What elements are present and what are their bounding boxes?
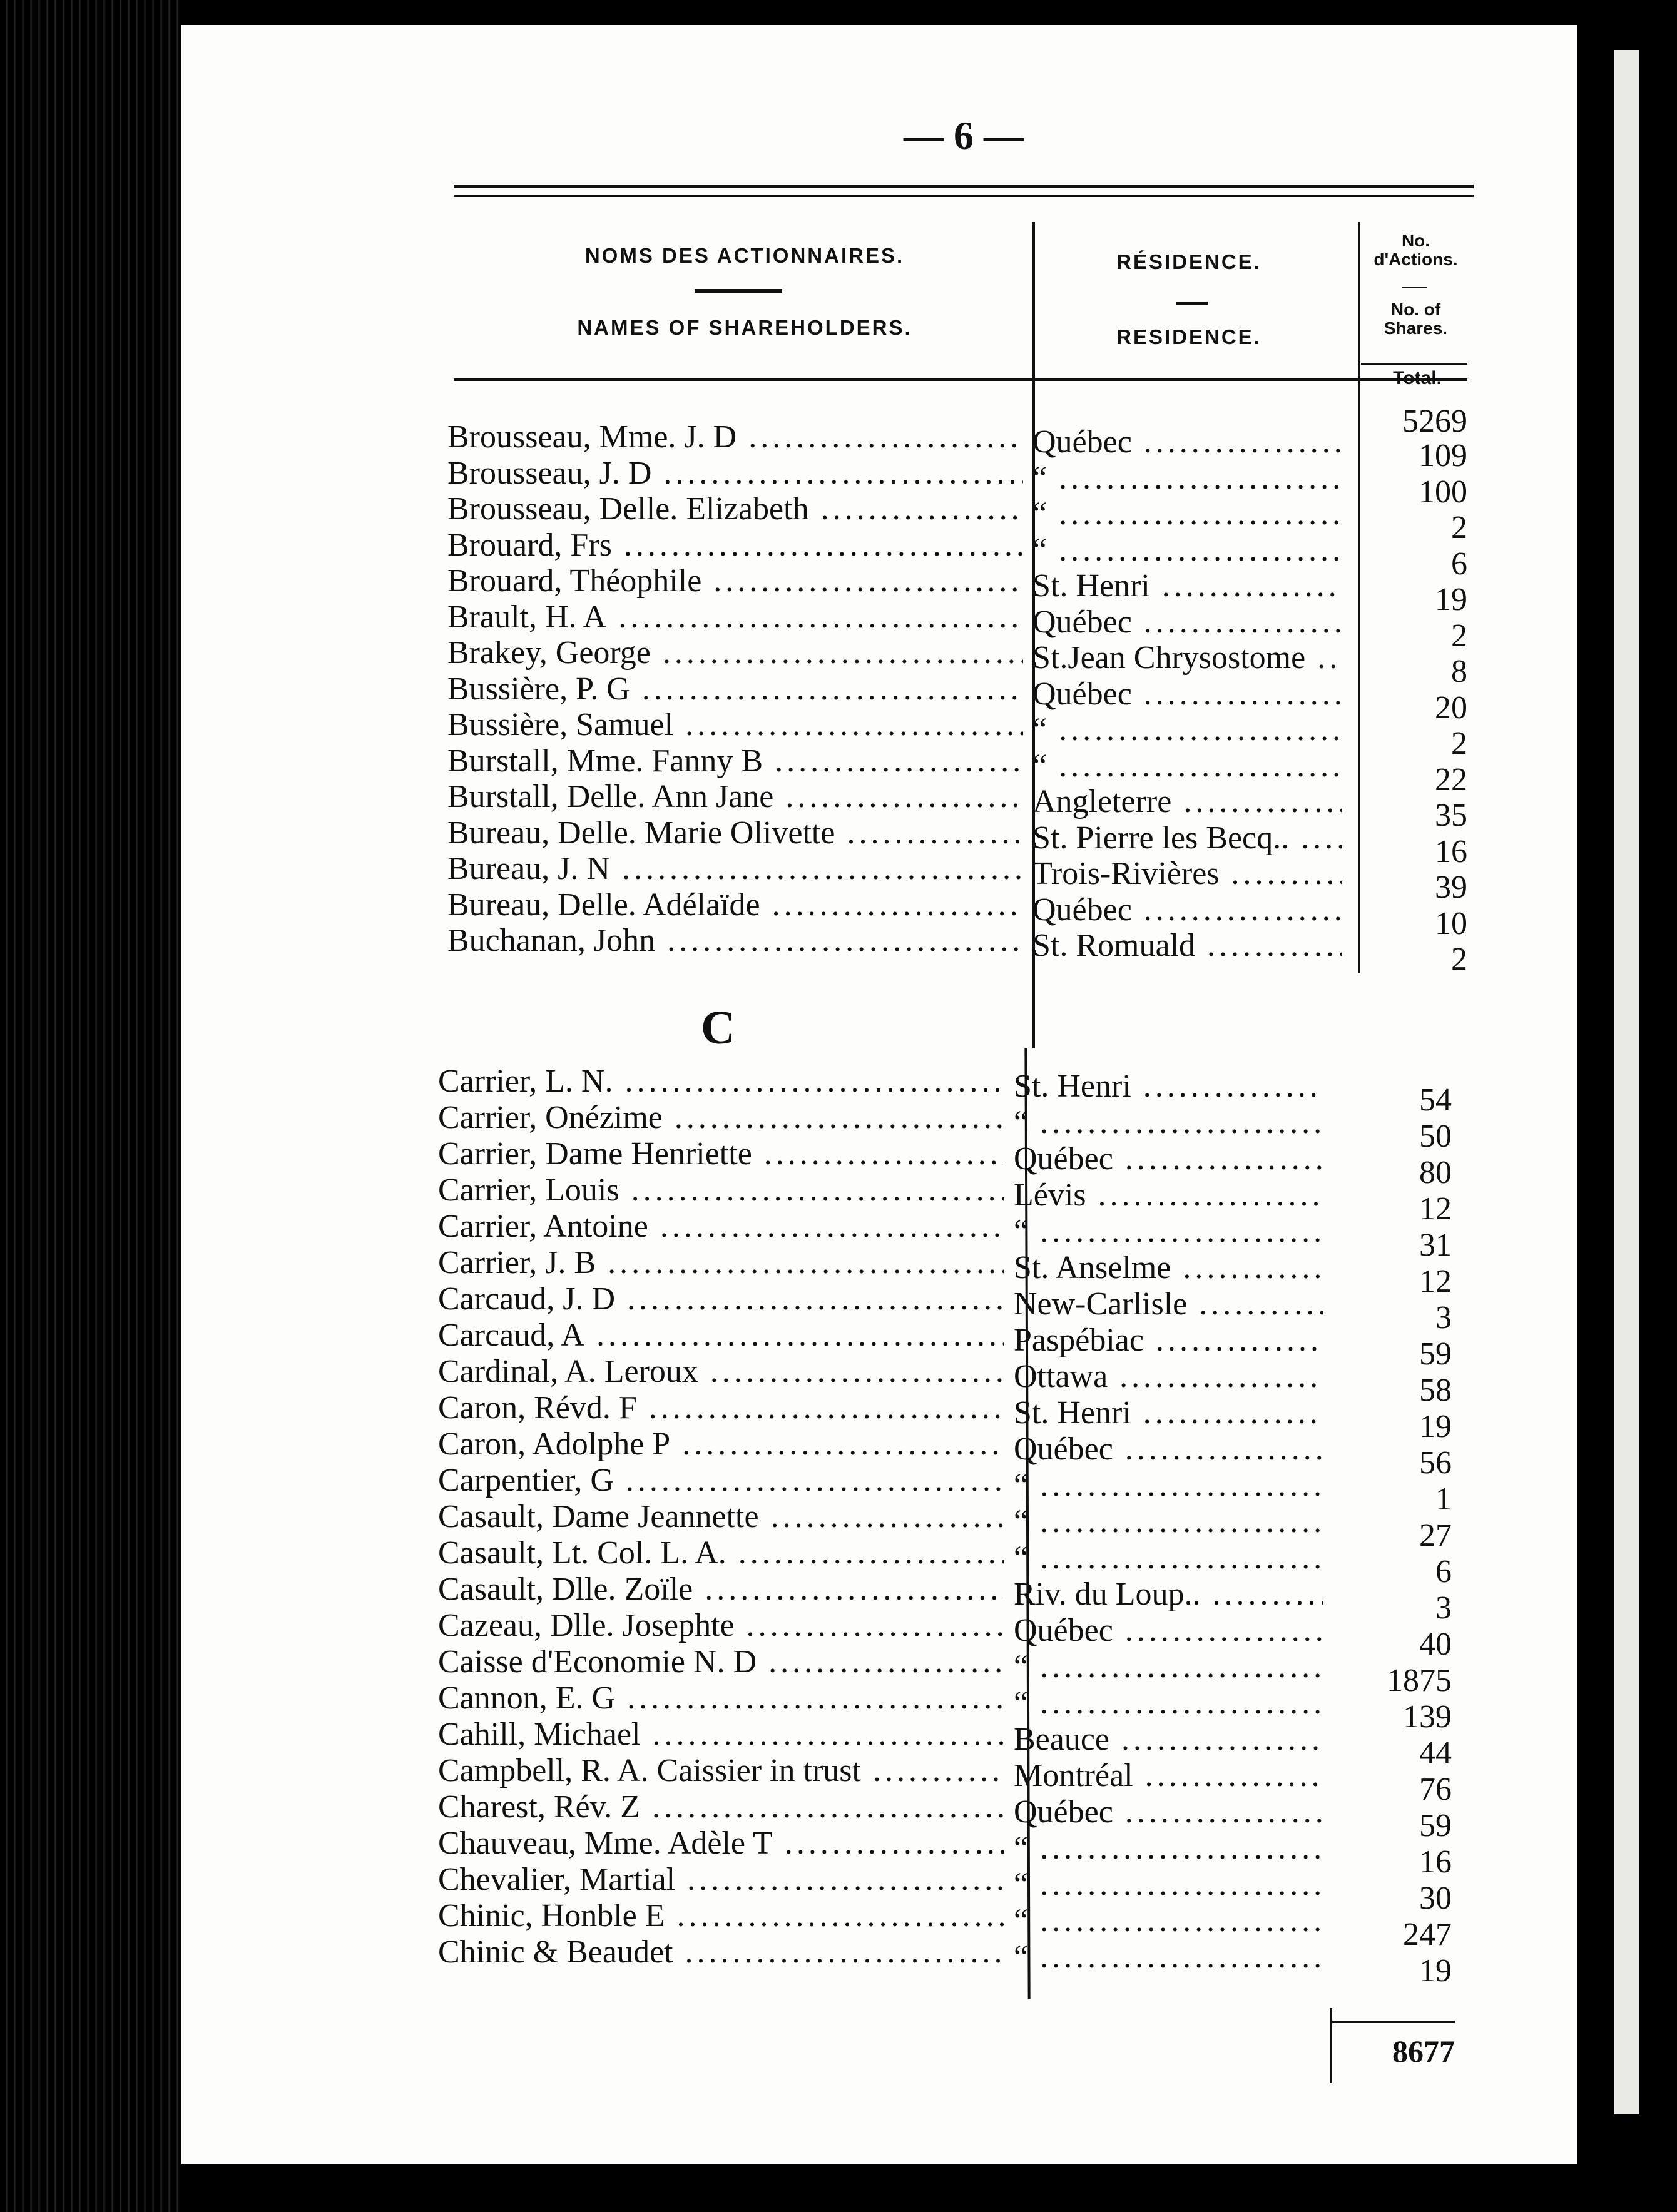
shareholder-name: Carrier, Onézime ..... (438, 1100, 1004, 1136)
shareholder-share-count: 59 (1419, 1336, 1452, 1372)
shareholder-name: Buchanan, John ..... (447, 923, 1023, 959)
column-header-names-en: NAMES OF SHAREHOLDERS. (577, 316, 912, 339)
shareholder-name: Burstall, Delle. Ann Jane ..... (447, 779, 1023, 815)
shareholder-share-count: 16 (1419, 1844, 1452, 1880)
column-header-names-fr: NOMS DES ACTIONNAIRES. (584, 244, 905, 267)
shareholder-residence: “ ..... (1014, 1649, 1323, 1685)
shareholder-share-count: 2 (1451, 726, 1467, 761)
shareholder-name: Campbell, R. A. Caissier in trust ..... (438, 1753, 1004, 1789)
shareholder-residence: Riv. du Loup.. ..... (1014, 1576, 1323, 1613)
shareholder-residence: “ ..... (1014, 1867, 1323, 1903)
shareholder-residence: “ ..... (1014, 1830, 1323, 1867)
shareholder-name: Cannon, E. G ..... (438, 1680, 1004, 1717)
shareholder-name: Caron, Adolphe P ..... (438, 1426, 1004, 1463)
page-number: — 6 — (904, 113, 1024, 158)
shareholder-name: Bussière, Samuel ..... (447, 707, 1023, 743)
shareholder-residence: “ ..... (1014, 1105, 1323, 1141)
shareholder-name: Carrier, L. N. ..... (438, 1063, 1004, 1100)
shareholder-name: Bureau, Delle. Adélaïde ..... (447, 887, 1023, 923)
shareholder-share-count: 27 (1419, 1518, 1452, 1553)
shareholder-name: Brousseau, Mme. J. D ..... (447, 419, 1023, 455)
shareholder-name: Carpentier, G ..... (438, 1463, 1004, 1499)
brought-forward-total: 5269 (1402, 403, 1467, 439)
shareholder-residence: “ ..... (1014, 1504, 1323, 1540)
shareholder-residence: Québec ..... (1014, 1141, 1323, 1177)
shareholder-share-count: 80 (1419, 1155, 1452, 1190)
shareholder-residence: St. Pierre les Becq.. ..... (1032, 820, 1342, 856)
shareholder-name: Bureau, Delle. Marie Olivette ..... (447, 815, 1023, 851)
shareholder-share-count: 3 (1435, 1590, 1452, 1626)
shareholder-name: Carrier, Antoine ..... (438, 1209, 1004, 1245)
shareholder-name: Cazeau, Dlle. Josephte ..... (438, 1608, 1004, 1644)
shareholder-name: Charest, Rév. Z ..... (438, 1789, 1004, 1825)
shareholder-share-count: 40 (1419, 1626, 1452, 1662)
shareholder-share-count: 30 (1419, 1880, 1452, 1916)
shareholder-name: Brousseau, Delle. Elizabeth ..... (447, 491, 1023, 527)
shareholder-share-count: 6 (1435, 1554, 1452, 1590)
column-header-residence-fr: RÉSIDENCE. (1116, 250, 1262, 273)
shareholder-share-count: 2 (1451, 941, 1467, 977)
shareholder-share-count: 8 (1451, 654, 1467, 689)
shareholder-share-count: 76 (1419, 1772, 1452, 1807)
column-header-no-shares: No. of Shares. (1384, 300, 1448, 338)
shareholder-residence: “ ..... (1014, 1468, 1323, 1504)
shareholder-share-count: 12 (1419, 1191, 1452, 1227)
shareholder-name: Brouard, Frs ..... (447, 527, 1023, 564)
book-right-edge (1577, 0, 1677, 2212)
shareholder-share-count: 2 (1451, 617, 1467, 654)
shareholder-residence: Québec ..... (1032, 892, 1342, 928)
shareholder-name: Carrier, J. B ..... (438, 1245, 1004, 1281)
shareholder-residence: Québec ..... (1032, 424, 1342, 460)
shareholder-name: Cahill, Michael ..... (438, 1717, 1004, 1753)
shareholder-name: Casault, Dame Jeannette ..... (438, 1499, 1004, 1535)
shareholder-residence: “ ..... (1014, 1685, 1323, 1722)
shareholder-name: Chinic & Beaudet ..... (438, 1934, 1004, 1971)
shareholder-share-count: 31 (1419, 1227, 1452, 1263)
column-header-no-actions: No. d'Actions. (1374, 231, 1458, 269)
shareholder-residence: Ottawa ..... (1014, 1359, 1323, 1395)
shareholder-residence: St. Henri ..... (1032, 568, 1342, 604)
shareholder-residence: “ ..... (1032, 712, 1342, 748)
shareholder-share-count: 54 (1419, 1082, 1452, 1118)
shareholder-share-count: 139 (1403, 1699, 1452, 1735)
shareholder-residence: “ ..... (1032, 748, 1342, 784)
shareholder-name: Burstall, Mme. Fanny B ..... (447, 743, 1023, 779)
header-bottom-rule (454, 378, 1467, 381)
shareholder-share-count: 19 (1419, 1409, 1452, 1444)
shareholder-name: Brousseau, J. D ..... (447, 455, 1023, 492)
shareholder-share-count: 58 (1419, 1372, 1452, 1408)
shareholder-share-count: 19 (1435, 582, 1467, 617)
grand-total-rule (1330, 2021, 1455, 2023)
shareholder-name: Cardinal, A. Leroux ..... (438, 1354, 1004, 1390)
shareholder-share-count: 35 (1435, 798, 1467, 833)
shareholder-residence: “ ..... (1014, 1540, 1323, 1576)
shareholder-residence: St. Henri ..... (1014, 1068, 1323, 1105)
shareholder-residence: St. Anselme ..... (1014, 1250, 1323, 1286)
shareholder-residence: “ ..... (1032, 460, 1342, 497)
shareholder-residence: “ ..... (1032, 496, 1342, 532)
shareholder-share-count: 12 (1419, 1264, 1452, 1299)
shareholder-residence: St. Henri ..... (1014, 1395, 1323, 1431)
grand-total: 8677 (1392, 2034, 1455, 2069)
shareholder-name: Carrier, Louis ..... (438, 1172, 1004, 1209)
shareholder-residence: St. Romuald ..... (1032, 928, 1342, 964)
header-dash (1176, 302, 1208, 305)
shareholder-name: Caron, Révd. F ..... (438, 1390, 1004, 1426)
shareholder-share-count: 109 (1419, 438, 1467, 474)
shareholder-share-count: 6 (1451, 545, 1467, 582)
header-rule-thick (454, 185, 1474, 188)
shareholder-name: Chevalier, Martial ..... (438, 1862, 1004, 1898)
shareholder-residence: New-Carlisle ..... (1014, 1286, 1323, 1322)
shareholder-share-count: 3 (1435, 1300, 1452, 1336)
shareholder-share-count: 59 (1419, 1808, 1452, 1844)
shareholder-residence: Beauce ..... (1014, 1722, 1323, 1758)
shareholder-residence: Angleterre ..... (1032, 784, 1342, 820)
shareholder-residence: St.Jean Chrysostome ..... (1032, 640, 1342, 676)
shareholder-name: Chauveau, Mme. Adèle T ..... (438, 1825, 1004, 1862)
shareholder-residence: Québec ..... (1032, 676, 1342, 713)
shareholder-share-count: 50 (1419, 1119, 1452, 1154)
shareholder-name: Brakey, George ..... (447, 635, 1023, 671)
shareholder-residence: Paspébiac ..... (1014, 1322, 1323, 1359)
shareholder-name: Carrier, Dame Henriette ..... (438, 1136, 1004, 1172)
shareholder-residence: Québec ..... (1032, 604, 1342, 641)
shareholder-name: Caisse d'Economie N. D ..... (438, 1644, 1004, 1680)
shareholder-residence: “ ..... (1014, 1903, 1323, 1939)
column-header-residence-en: RESIDENCE. (1116, 325, 1262, 348)
shareholder-share-count: 1875 (1387, 1663, 1452, 1698)
total-header-rule (1361, 363, 1467, 365)
section-letter-c: C (701, 1002, 735, 1054)
shareholder-share-count: 44 (1419, 1735, 1452, 1771)
shareholder-name: Bureau, J. N ..... (447, 851, 1023, 887)
shareholder-name: Casault, Dlle. Zoïle ..... (438, 1571, 1004, 1608)
shareholder-residence: Québec ..... (1014, 1431, 1323, 1468)
shareholder-residence: Trois-Rivières ..... (1032, 856, 1342, 892)
shareholder-residence: “ ..... (1032, 532, 1342, 569)
shareholder-residence: Lévis ..... (1014, 1177, 1323, 1214)
shareholder-share-count: 10 (1435, 905, 1467, 941)
header-dash (1402, 287, 1427, 288)
shareholder-residence: Québec ..... (1014, 1794, 1323, 1830)
shareholder-name: Bussière, P. G ..... (447, 671, 1023, 708)
shareholder-share-count: 20 (1435, 689, 1467, 726)
shareholder-name: Carcaud, A ..... (438, 1317, 1004, 1354)
shareholder-share-count: 1 (1435, 1481, 1452, 1517)
shareholder-share-count: 16 (1435, 833, 1467, 870)
book-spine-edge (0, 0, 181, 2212)
shareholder-name: Brault, H. A ..... (447, 599, 1023, 636)
shareholder-share-count: 247 (1403, 1917, 1452, 1952)
shareholder-share-count: 2 (1451, 510, 1467, 545)
shareholder-name: Chinic, Honble E ..... (438, 1898, 1004, 1934)
shareholder-share-count: 22 (1435, 761, 1467, 798)
shareholder-share-count: 100 (1419, 474, 1467, 510)
shareholder-name: Casault, Lt. Col. L. A. ..... (438, 1535, 1004, 1571)
header-rule-thin (454, 195, 1474, 197)
shareholder-name: Brouard, Théophile ..... (447, 563, 1023, 599)
shareholder-residence: Montréal ..... (1014, 1758, 1323, 1794)
shareholder-share-count: 19 (1419, 1953, 1452, 1989)
shareholder-share-count: 56 (1419, 1445, 1452, 1481)
shareholder-name: Carcaud, J. D ..... (438, 1281, 1004, 1317)
shareholder-share-count: 39 (1435, 870, 1467, 905)
shareholder-residence: “ ..... (1014, 1214, 1323, 1250)
shareholder-residence: “ ..... (1014, 1939, 1323, 1976)
shareholder-residence: Québec ..... (1014, 1613, 1323, 1649)
header-dash (695, 289, 782, 293)
